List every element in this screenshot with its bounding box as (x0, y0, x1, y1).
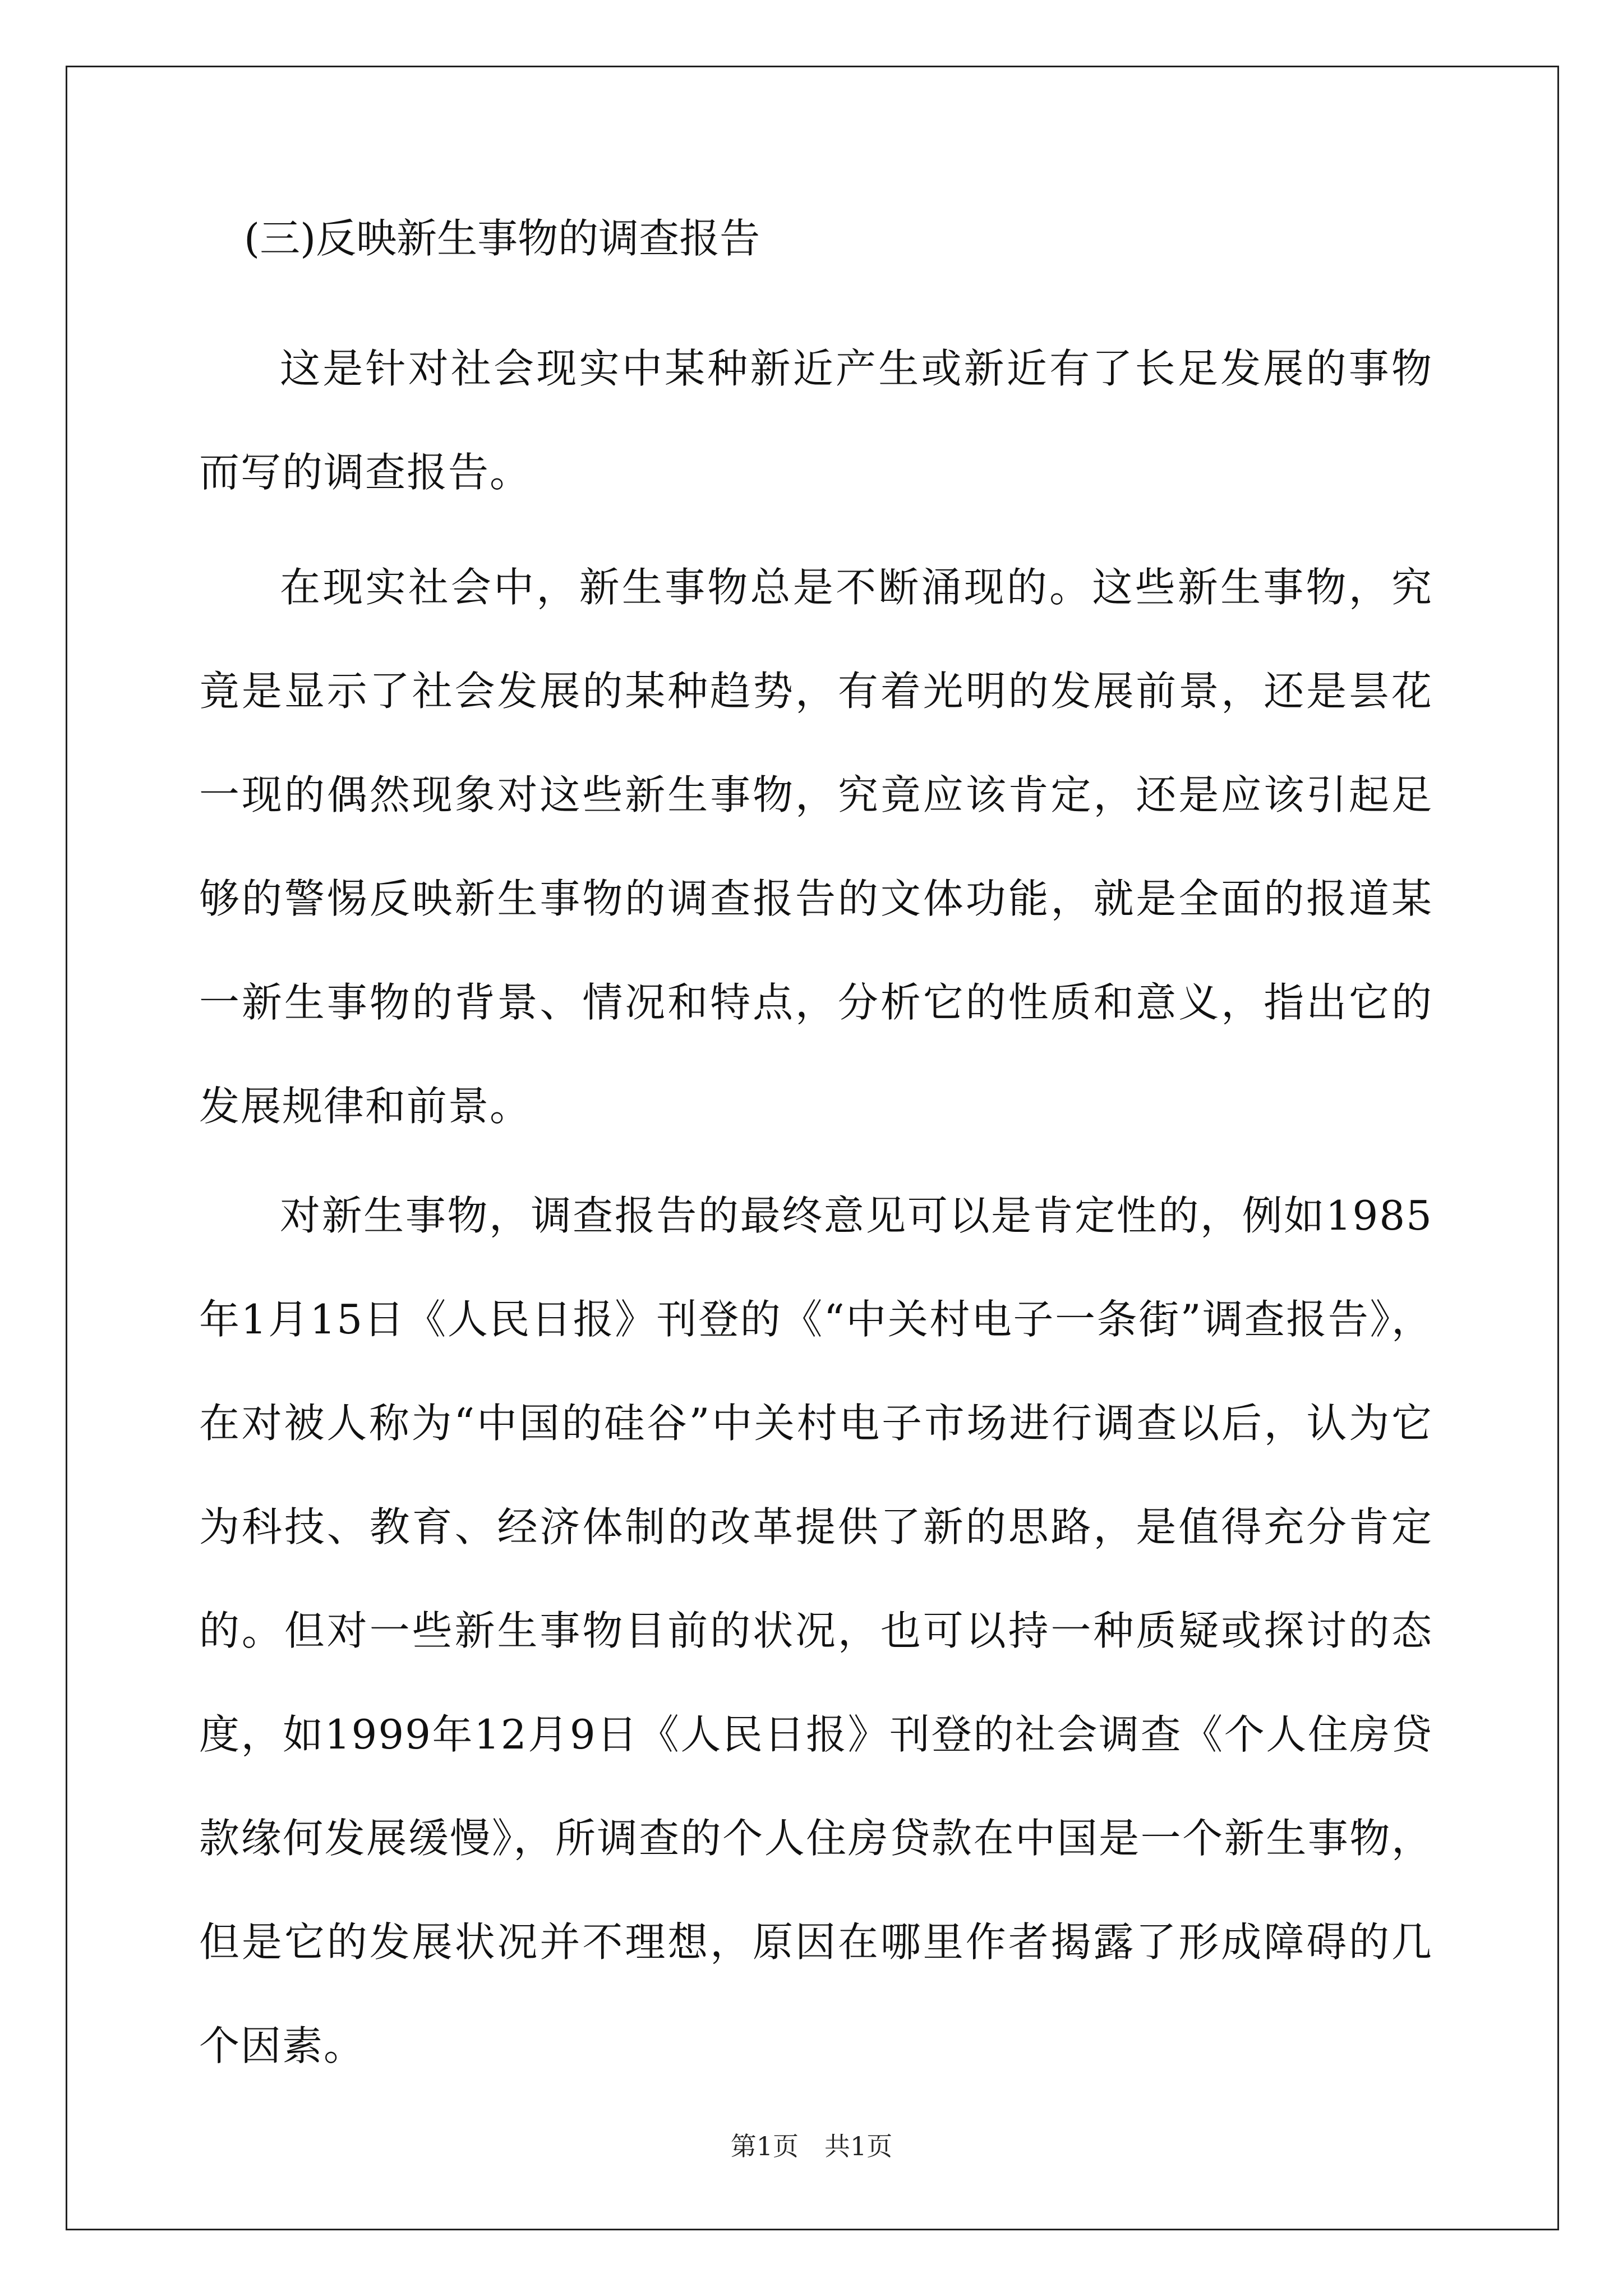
page-footer: 第1页 共1页 (730, 2131, 893, 2161)
section-heading: (三)反映新生事物的调查报告 (244, 215, 760, 262)
paragraph-1: 这是针对社会现实中某种新近产生或新近有了长足发展的事物而写的调查报告。 (199, 345, 1433, 496)
document-body (199, 205, 1433, 2098)
paragraph-2: 在现实社会中，新生事物总是不断涌现的。这些新生事物，究竟是显示了社会发展的某种趋势，有着光明的发展前景，还是昙花一现的偶然现象对这些新生事物，究竟应该肯定，还是应该引起足够的警惕反映新生事物的调查报告的文体功能，就是全面的报道某一新生事物的背景、情况和特点，分析它的性质和意义，指出它的发展规律和前景。 (199, 564, 1433, 1130)
paragraph-3: 对新生事物，调查报告的最终意见可以是肯定性的，例如1985年1月15日《人民日报》刊登的《“中关村电子一条街”调查报告》，在对被人称为“中国的硅谷”中关村电子市场进行调查以后，认为它为科技、教育、经济体制的改革提供了新的思路，是值得充分肯定的。但对一些新生事物目前的状况，也可以持一种质疑或探讨的态度，如1999年12月9日《人民日报》刊登的社会调查《个人住房贷款缘何发展缓慢》，所调查的个人住房贷款在中国是一个新生事物，但是它的发展状况并不理想，原因在哪里作者揭露了形成障碍的几个因素。 (199, 1192, 1433, 2069)
